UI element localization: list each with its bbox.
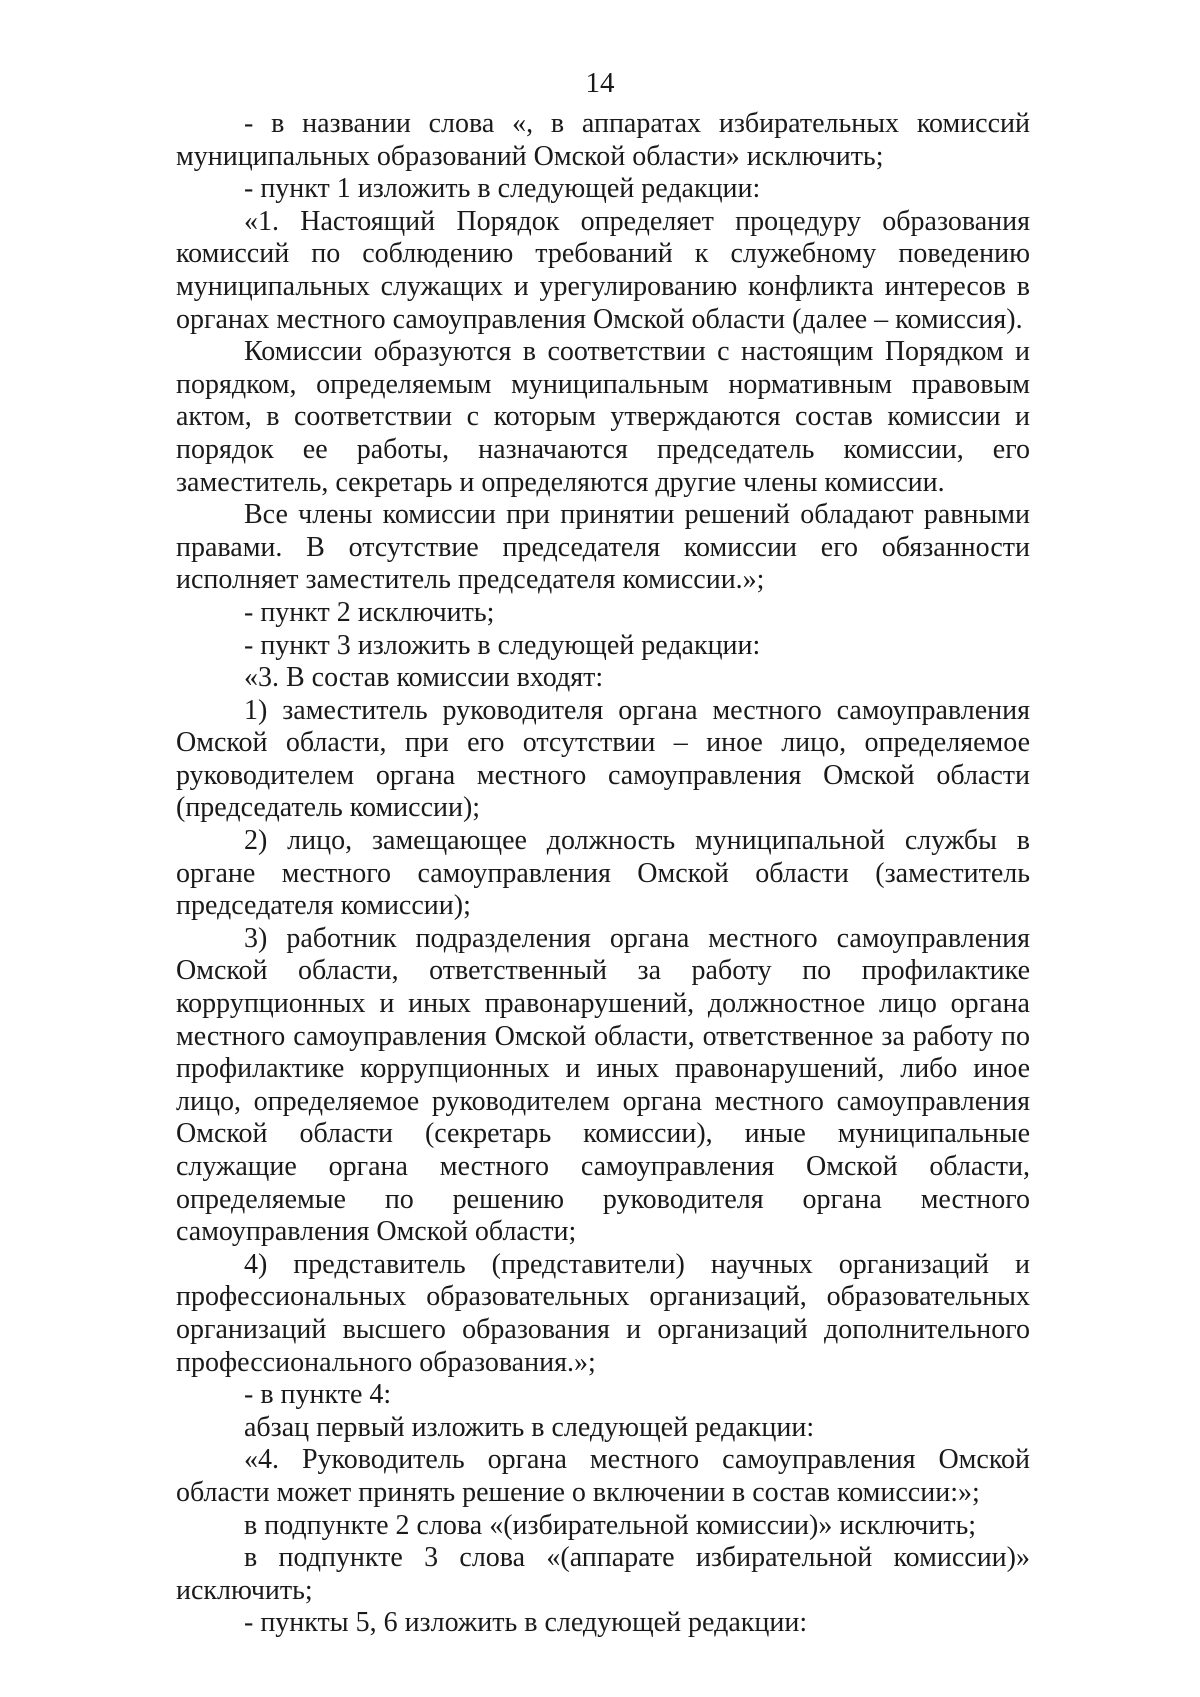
paragraph-11: 3) работник подразделения органа местного самоуправления Омской области, ответственный за работу по профилактике коррупционных и иных правонарушений, должностное лицо органа местного самоуправления Омской области, ответственное за работу по профилактике коррупционных и иных правонарушений, либо иное лицо, определяемое руководителем органа местного самоуправления Омской области (секретарь комиссии), иные муниципальные служащие органа местного самоуправления Омской области, определяемые по решению руководителя органа местного самоуправления Омской области; — [176, 922, 1030, 1248]
paragraph-9: 1) заместитель руководителя органа местного самоуправления Омской области, при его отсутствии – иное лицо, определяемое руководителем органа местного самоуправления Омской области (председатель комиссии); — [176, 694, 1030, 824]
paragraph-1: - в названии слова «, в аппаратах избирательных комиссий муниципальных образований Омской области» исключить; — [176, 108, 1030, 172]
paragraph-15: «4. Руководитель органа местного самоуправления Омской области может принять решение о включении в состав комиссии:»; — [176, 1444, 1030, 1508]
paragraph-16: в подпункте 2 слова «(избирательной комиссии)» исключить; — [244, 1509, 977, 1541]
paragraph-4: Комиссии образуются в соответствии с настоящим Порядком и порядком, определяемым муниципальным нормативным правовым актом, в соответствии с которым утверждаются состав комиссии и порядок ее работы, назначаются председатель комиссии, его заместитель, секретарь и определяются другие члены комиссии. — [176, 336, 1030, 498]
paragraph-12: 4) представитель (представители) научных организаций и профессиональных образовательных организаций, образовательных организаций высшего образования и организаций дополнительного профессионального образования.»; — [176, 1248, 1030, 1378]
paragraph-17: в подпункте 3 слова «(аппарате избирательной комиссии)» исключить; — [176, 1542, 1030, 1606]
paragraph-14: абзац первый изложить в следующей редакции: — [244, 1411, 815, 1443]
paragraph-7: - пункт 3 изложить в следующей редакции: — [244, 629, 761, 661]
paragraph-13: - в пункте 4: — [244, 1379, 392, 1411]
paragraph-10: 2) лицо, замещающее должность муниципальной службы в органе местного самоуправления Омской области (заместитель председателя комиссии); — [176, 825, 1030, 922]
page-number: 14 — [585, 67, 615, 99]
document-body — [176, 108, 1030, 1640]
paragraph-2: - пункт 1 изложить в следующей редакции: — [244, 173, 761, 205]
paragraph-8: «3. В состав комиссии входят: — [244, 662, 604, 694]
paragraph-5: Все члены комиссии при принятии решений обладают равными правами. В отсутствие председателя комиссии его обязанности исполняет заместитель председателя комиссии.»; — [176, 499, 1030, 596]
paragraph-18: - пункты 5, 6 изложить в следующей редакции: — [244, 1607, 808, 1639]
paragraph-3: «1. Настоящий Порядок определяет процедуру образования комиссий по соблюдению требований к служебному поведению муниципальных служащих и урегулированию конфликта интересов в органах местного самоуправления Омской области (далее – комиссия). — [176, 205, 1030, 335]
paragraph-6: - пункт 2 исключить; — [244, 596, 495, 628]
